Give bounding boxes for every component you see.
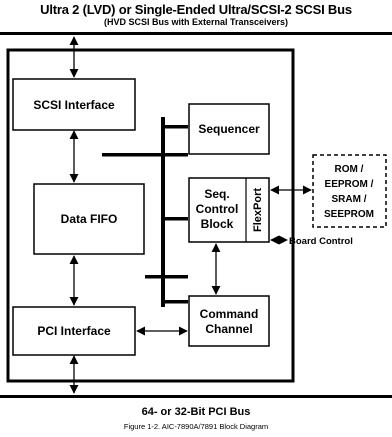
pci-bus-bar: [0, 395, 392, 398]
memory-line1: ROM /: [334, 164, 364, 175]
command-channel-block: [189, 296, 269, 346]
flexport-label: FlexPort: [252, 187, 264, 233]
seq-control-line3: Block: [200, 217, 234, 231]
seq-control-line2: Control: [195, 202, 239, 216]
internal-bus-link-mid: [165, 217, 188, 221]
command-line2: Channel: [205, 322, 253, 336]
internal-bus-link-cmd: [165, 300, 188, 304]
internal-bus-link-top: [102, 153, 188, 157]
memory-line2: EEPROM /: [324, 179, 374, 190]
diagram-subtitle: (HVD SCSI Bus with External Transceivers): [103, 17, 289, 27]
pci-bus-label: 64- or 32-Bit PCI Bus: [141, 406, 251, 418]
data-fifo-label: Data FIFO: [60, 212, 118, 226]
memory-line4: SEEPROM: [323, 209, 375, 220]
figure-caption: Figure 1-2. AIC-7890A/7891 Block Diagram: [123, 422, 269, 431]
internal-bus-link-low: [145, 275, 188, 279]
internal-bus-link-seq: [165, 125, 188, 129]
board-control-label: Board Control: [289, 236, 353, 247]
seq-control-line1: Seq.: [204, 187, 230, 201]
sequencer-label: Sequencer: [198, 122, 260, 136]
memory-line3: SRAM /: [331, 194, 367, 205]
scsi-bus-bar: [0, 32, 392, 35]
diagram-title: Ultra 2 (LVD) or Single-Ended Ultra/SCSI-2 SCSI Bus: [40, 2, 352, 17]
pci-interface-label: PCI Interface: [37, 324, 111, 338]
scsi-interface-label: SCSI Interface: [33, 98, 115, 112]
command-line1: Command: [199, 307, 259, 321]
